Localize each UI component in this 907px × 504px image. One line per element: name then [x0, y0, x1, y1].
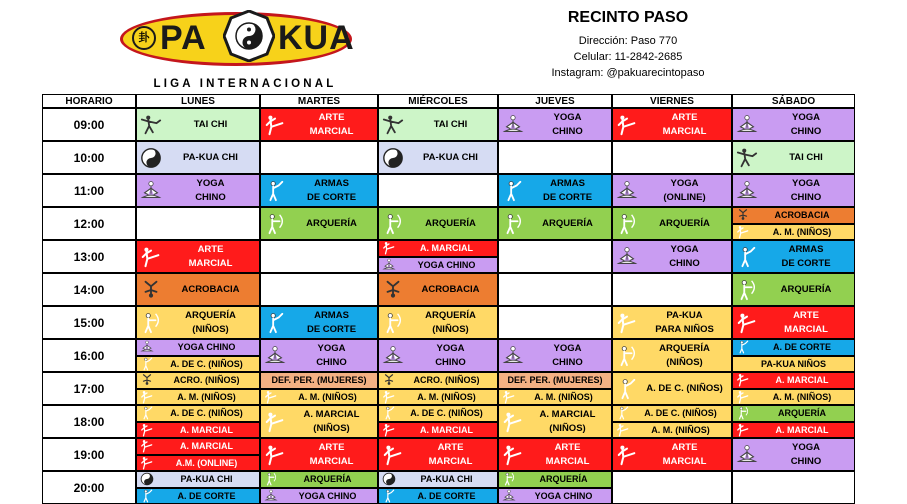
- class-cell: [136, 141, 260, 174]
- class-cell: [136, 339, 260, 356]
- archer-icon: [264, 472, 278, 486]
- kick-icon: [502, 411, 524, 433]
- class-cell: [732, 438, 855, 471]
- time-cell: 09:00: [42, 108, 136, 141]
- class-cell: [612, 422, 732, 439]
- time-cell: 20:00: [42, 471, 136, 504]
- kick-icon: [382, 423, 396, 437]
- acrobat-icon: [736, 208, 750, 222]
- class-label: ARQUERÍA: [524, 217, 611, 231]
- kick-icon: [616, 312, 638, 334]
- taichi-icon: [382, 114, 404, 136]
- class-cell: [136, 405, 260, 422]
- sword-icon: [736, 246, 758, 268]
- acrobat-icon: [140, 373, 154, 387]
- acrobat-icon: [382, 279, 404, 301]
- meditation-icon: [616, 180, 638, 202]
- bagua-icon: [223, 10, 275, 62]
- logo: [118, 8, 356, 90]
- kick-icon: [264, 114, 286, 136]
- kick-icon: [140, 423, 154, 437]
- class-cell: [136, 207, 260, 240]
- column-header-5: VIERNES: [612, 94, 732, 108]
- class-cell: [136, 306, 260, 339]
- class-label: TAI CHI: [758, 151, 854, 165]
- class-cell: [498, 438, 612, 471]
- meditation-icon: [382, 345, 404, 367]
- acrobat-icon: [382, 373, 396, 387]
- class-cell: [260, 488, 378, 504]
- class-label: TAI CHI: [162, 118, 259, 132]
- class-label: ARQUERÍA (NIÑOS): [162, 309, 259, 337]
- column-header-3: MIÉRCOLES: [378, 94, 498, 108]
- class-label: A. MARCIAL: [396, 242, 497, 254]
- class-label: A. M. (NIÑOS): [278, 391, 377, 403]
- class-cell: [498, 471, 612, 488]
- class-cell: [260, 405, 378, 438]
- class-label: YOGA CHINO: [758, 111, 854, 139]
- class-label: ARQUERÍA: [404, 217, 497, 231]
- class-cell: [136, 422, 260, 439]
- class-cell: [378, 339, 498, 372]
- class-label: A. MARCIAL (NIÑOS): [286, 408, 377, 436]
- class-cell: [136, 438, 260, 455]
- class-cell: [378, 405, 498, 422]
- time-cell: 16:00: [42, 339, 136, 372]
- logo-text-right: KUA: [278, 20, 355, 56]
- class-cell: [378, 257, 498, 274]
- class-cell: [136, 108, 260, 141]
- class-cell: [612, 405, 732, 422]
- class-cell: [378, 372, 498, 389]
- class-cell: [498, 372, 612, 389]
- class-cell: [378, 240, 498, 257]
- class-cell: [732, 471, 855, 504]
- logo-text-left: PA: [160, 20, 207, 56]
- class-cell: [260, 471, 378, 488]
- time-cell: 17:00: [42, 372, 136, 405]
- time-cell: 15:00: [42, 306, 136, 339]
- class-label: A. DE C. (NIÑOS): [630, 407, 731, 419]
- column-header-4: JUEVES: [498, 94, 612, 108]
- class-label: ARQUERÍA: [750, 407, 854, 419]
- class-cell: [612, 141, 732, 174]
- time-cell: 19:00: [42, 438, 136, 471]
- class-label: YOGA CHINO: [524, 111, 611, 139]
- class-label: A. MARCIAL: [750, 424, 854, 436]
- contact-info: [478, 8, 778, 81]
- class-cell: [732, 405, 855, 422]
- archer-icon: [502, 213, 524, 235]
- class-label: PA-KUA CHI: [404, 151, 497, 165]
- class-label: ARTE MARCIAL: [638, 111, 731, 139]
- phone: Celular: 11-2842-2685: [478, 49, 778, 65]
- sword-icon: [382, 489, 396, 503]
- class-label: ARQUERÍA: [278, 473, 377, 485]
- meditation-icon: [502, 489, 516, 503]
- class-label: YOGA CHINO: [516, 490, 611, 502]
- class-label: DEF. PER. (MUJERES): [261, 374, 377, 386]
- class-label: A. MARCIAL: [154, 424, 259, 436]
- class-cell: [136, 455, 260, 472]
- archer-icon: [736, 406, 750, 420]
- class-cell: [498, 240, 612, 273]
- class-cell: [136, 471, 260, 488]
- acrobat-icon: [140, 279, 162, 301]
- class-label: A. DE C. (NIÑOS): [396, 407, 497, 419]
- class-label: A. DE C. (NIÑOS): [154, 358, 259, 370]
- taichi-icon: [736, 147, 758, 169]
- class-label: DEF. PER. (MUJERES): [499, 374, 611, 386]
- kick-icon: [382, 390, 396, 404]
- class-cell: [732, 306, 855, 339]
- class-cell: [498, 306, 612, 339]
- class-label: ARTE MARCIAL: [524, 441, 611, 469]
- time-cell: 12:00: [42, 207, 136, 240]
- kick-icon: [736, 390, 750, 404]
- class-cell: [260, 141, 378, 174]
- class-cell: [612, 438, 732, 471]
- class-label: ARMAS DE CORTE: [758, 243, 854, 271]
- time-cell: 13:00: [42, 240, 136, 273]
- class-label: ACROBACIA: [162, 283, 259, 297]
- address: Dirección: Paso 770: [478, 33, 778, 49]
- class-label: YOGA CHINO: [758, 177, 854, 205]
- class-cell: [732, 240, 855, 273]
- class-label: ARTE MARCIAL: [404, 441, 497, 469]
- kick-icon: [140, 439, 154, 453]
- class-cell: [378, 174, 498, 207]
- class-cell: [732, 356, 855, 373]
- class-label: ARTE MARCIAL: [162, 243, 259, 271]
- class-cell: [612, 240, 732, 273]
- class-label: YOGA (ONLINE): [638, 177, 731, 205]
- column-header-2: MARTES: [260, 94, 378, 108]
- class-cell: [378, 422, 498, 439]
- archer-icon: [502, 472, 516, 486]
- sword-icon: [382, 406, 396, 420]
- class-cell: [378, 471, 498, 488]
- class-label: A. DE C. (NIÑOS): [638, 382, 731, 396]
- class-cell: [612, 339, 732, 372]
- kick-icon: [736, 373, 750, 387]
- class-cell: [260, 339, 378, 372]
- kick-icon: [264, 411, 286, 433]
- class-label: YOGA CHINO: [404, 342, 497, 370]
- class-cell: [612, 306, 732, 339]
- class-cell: [498, 207, 612, 240]
- kick-icon: [736, 423, 750, 437]
- class-cell: [260, 306, 378, 339]
- class-label: YOGA CHINO: [758, 441, 854, 469]
- class-cell: [260, 108, 378, 141]
- archer-icon: [382, 312, 404, 334]
- meditation-icon: [736, 444, 758, 466]
- kick-icon: [616, 423, 630, 437]
- archer-icon: [140, 312, 162, 334]
- class-label: A. MARCIAL: [154, 440, 259, 452]
- class-cell: [260, 389, 378, 406]
- meditation-icon: [264, 489, 278, 503]
- class-label: YOGA CHINO: [638, 243, 731, 271]
- kick-icon: [616, 114, 638, 136]
- class-label: A. M. (NIÑOS): [516, 391, 611, 403]
- class-cell: [732, 389, 855, 406]
- kick-icon: [140, 390, 154, 404]
- yinyang-icon: [140, 147, 162, 169]
- class-label: A. M. (NIÑOS): [396, 391, 497, 403]
- meditation-icon: [736, 180, 758, 202]
- kick-icon: [264, 390, 278, 404]
- taichi-icon: [140, 114, 162, 136]
- class-label: ACROBACIA: [750, 209, 854, 221]
- class-cell: [732, 224, 855, 241]
- sword-icon: [140, 489, 154, 503]
- sword-icon: [264, 180, 286, 202]
- class-label: A. MARCIAL: [396, 424, 497, 436]
- class-cell: [732, 207, 855, 224]
- class-cell: [732, 339, 855, 356]
- class-label: A. DE C. (NIÑOS): [154, 407, 259, 419]
- class-label: ARQUERÍA: [758, 283, 854, 297]
- kick-icon: [736, 312, 758, 334]
- class-cell: [136, 356, 260, 373]
- column-header-1: LUNES: [136, 94, 260, 108]
- yinyang-icon: [382, 147, 404, 169]
- class-label: ARTE MARCIAL: [758, 309, 854, 337]
- meditation-icon: [264, 345, 286, 367]
- meditation-icon: [616, 246, 638, 268]
- archer-icon: [616, 345, 638, 367]
- meditation-icon: [736, 114, 758, 136]
- page-title: RECINTO PASO: [478, 8, 778, 28]
- class-label: YOGA CHINO: [524, 342, 611, 370]
- class-label: A. DE CORTE: [750, 341, 854, 353]
- class-label: YOGA CHINO: [154, 341, 259, 353]
- sword-icon: [616, 378, 638, 400]
- kick-icon: [140, 246, 162, 268]
- kick-icon: [502, 444, 524, 466]
- time-cell: 10:00: [42, 141, 136, 174]
- class-label: A. DE CORTE: [154, 490, 259, 502]
- sword-icon: [264, 312, 286, 334]
- class-cell: [378, 108, 498, 141]
- class-label: A. M. (NIÑOS): [154, 391, 259, 403]
- class-label: TAI CHI: [404, 118, 497, 132]
- sword-icon: [616, 406, 630, 420]
- class-label: YOGA CHINO: [286, 342, 377, 370]
- class-cell: [260, 438, 378, 471]
- class-label: ARMAS DE CORTE: [286, 177, 377, 205]
- class-cell: [498, 339, 612, 372]
- class-label: ARQUERÍA: [516, 473, 611, 485]
- class-label: A. M. (NIÑOS): [630, 424, 731, 436]
- class-cell: [498, 405, 612, 438]
- class-label: ARMAS DE CORTE: [524, 177, 611, 205]
- column-header-6: SÁBADO: [732, 94, 855, 108]
- class-label: YOGA CHINO: [278, 490, 377, 502]
- class-cell: [378, 207, 498, 240]
- class-cell: [260, 240, 378, 273]
- kick-icon: [264, 444, 286, 466]
- meditation-icon: [140, 340, 154, 354]
- kick-icon: [140, 456, 154, 470]
- class-cell: [732, 422, 855, 439]
- class-label: ARQUERÍA (NIÑOS): [404, 309, 497, 337]
- class-label: PA-KUA PARA NIÑOS: [638, 309, 731, 337]
- kick-icon: [382, 444, 404, 466]
- kick-icon: [382, 241, 396, 255]
- archer-icon: [736, 279, 758, 301]
- class-cell: [498, 488, 612, 504]
- class-cell: [378, 488, 498, 504]
- meditation-icon: [502, 114, 524, 136]
- class-label: ACRO. (NIÑOS): [154, 374, 259, 386]
- sword-icon: [502, 180, 524, 202]
- instagram: Instagram: @pakuarecintopaso: [478, 65, 778, 81]
- class-cell: [378, 273, 498, 306]
- class-cell: [136, 273, 260, 306]
- class-label: ACROBACIA: [404, 283, 497, 297]
- class-cell: [260, 174, 378, 207]
- class-cell: [136, 488, 260, 504]
- sword-icon: [736, 340, 750, 354]
- kick-icon: [616, 444, 638, 466]
- class-label: ARMAS DE CORTE: [286, 309, 377, 337]
- class-cell: [732, 141, 855, 174]
- class-label: ARQUERÍA: [638, 217, 731, 231]
- class-cell: [378, 438, 498, 471]
- class-cell: [612, 471, 732, 504]
- class-cell: [732, 174, 855, 207]
- class-cell: [498, 273, 612, 306]
- class-cell: [260, 372, 378, 389]
- time-cell: 18:00: [42, 405, 136, 438]
- class-cell: [498, 141, 612, 174]
- meditation-icon: [502, 345, 524, 367]
- meditation-icon: [382, 258, 396, 272]
- class-label: ACRO. (NIÑOS): [396, 374, 497, 386]
- class-cell: [612, 372, 732, 405]
- class-label: A. M. (NIÑOS): [750, 391, 854, 403]
- class-label: A. MARCIAL (NIÑOS): [524, 408, 611, 436]
- class-label: YOGA CHINO: [396, 259, 497, 271]
- class-label: YOGA CHINO: [162, 177, 259, 205]
- class-cell: [612, 273, 732, 306]
- class-cell: [136, 372, 260, 389]
- class-cell: [498, 174, 612, 207]
- class-cell: [612, 108, 732, 141]
- class-cell: [260, 207, 378, 240]
- class-cell: [732, 273, 855, 306]
- class-cell: [260, 273, 378, 306]
- class-cell: [136, 240, 260, 273]
- class-label: PA-KUA CHI: [154, 473, 259, 485]
- sword-icon: [140, 406, 154, 420]
- class-label: ARQUERÍA: [286, 217, 377, 231]
- class-label: PA-KUA CHI: [396, 473, 497, 485]
- sword-icon: [140, 357, 154, 371]
- archer-icon: [382, 213, 404, 235]
- class-label: A. MARCIAL: [750, 374, 854, 386]
- class-label: ARTE MARCIAL: [638, 441, 731, 469]
- class-cell: [378, 141, 498, 174]
- kick-icon: [736, 225, 750, 239]
- column-header-0: HORARIO: [42, 94, 136, 108]
- logo-seal: 卦: [132, 26, 156, 50]
- class-cell: [136, 174, 260, 207]
- class-cell: [612, 207, 732, 240]
- yinyang-icon: [140, 472, 154, 486]
- class-label: A. M. (NIÑOS): [750, 226, 854, 238]
- class-cell: [498, 389, 612, 406]
- class-label: ARTE MARCIAL: [286, 111, 377, 139]
- tagline: LIGA INTERNACIONAL: [140, 78, 350, 90]
- yinyang-icon: [382, 472, 396, 486]
- class-cell: [136, 389, 260, 406]
- class-label: PA-KUA NIÑOS: [733, 358, 854, 370]
- class-label: ARTE MARCIAL: [286, 441, 377, 469]
- class-cell: [732, 108, 855, 141]
- class-label: A. DE CORTE: [396, 490, 497, 502]
- time-cell: 11:00: [42, 174, 136, 207]
- class-cell: [612, 174, 732, 207]
- class-label: PA-KUA CHI: [162, 151, 259, 165]
- kick-icon: [502, 390, 516, 404]
- class-cell: [378, 389, 498, 406]
- class-label: A.M. (ONLINE): [154, 457, 259, 469]
- archer-icon: [264, 213, 286, 235]
- class-cell: [378, 306, 498, 339]
- class-cell: [498, 108, 612, 141]
- time-cell: 14:00: [42, 273, 136, 306]
- meditation-icon: [140, 180, 162, 202]
- archer-icon: [616, 213, 638, 235]
- class-label: ARQUERÍA (NIÑOS): [638, 342, 731, 370]
- class-cell: [732, 372, 855, 389]
